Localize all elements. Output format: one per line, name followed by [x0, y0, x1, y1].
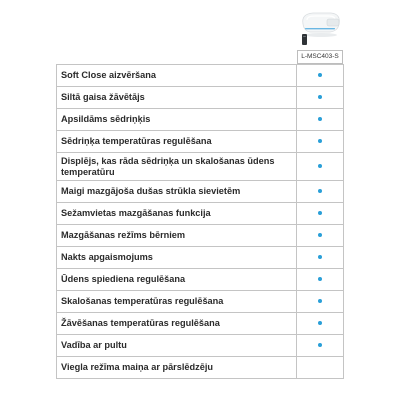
supported-dot-icon	[318, 233, 322, 237]
model-label: L-MSC403-S	[297, 50, 343, 64]
feature-label: Maigi mazgājoša dušas strūkla sievietēm	[57, 181, 297, 203]
feature-label: Ūdens spiediena regulēšana	[57, 269, 297, 291]
toilet-seat-product-icon	[297, 4, 343, 50]
feature-support-cell	[297, 131, 344, 153]
feature-support-cell	[297, 269, 344, 291]
feature-label: Viegla režīma maiņa ar pārslēdzēju	[57, 357, 297, 379]
feature-label: Displējs, kas rāda sēdriņķa un skalošanas ūdens temperatūru	[57, 153, 297, 181]
table-row	[57, 291, 344, 313]
table-row	[57, 65, 344, 87]
table-row	[57, 181, 344, 203]
supported-dot-icon	[318, 277, 322, 281]
table-row	[57, 109, 344, 131]
feature-label: Sežamvietas mazgāšanas funkcija	[57, 203, 297, 225]
feature-label: Soft Close aizvēršana	[57, 65, 297, 87]
feature-label: Siltā gaisa žāvētājs	[57, 87, 297, 109]
feature-support-cell	[297, 313, 344, 335]
supported-dot-icon	[318, 255, 322, 259]
supported-dot-icon	[318, 164, 322, 168]
table-row	[57, 247, 344, 269]
feature-support-cell	[297, 247, 344, 269]
supported-dot-icon	[318, 299, 322, 303]
supported-dot-icon	[318, 189, 322, 193]
feature-support-cell	[297, 291, 344, 313]
supported-dot-icon	[318, 73, 322, 77]
feature-table	[56, 64, 344, 379]
supported-dot-icon	[318, 139, 322, 143]
feature-support-cell	[297, 181, 344, 203]
feature-label: Mazgāšanas režīms bērniem	[57, 225, 297, 247]
feature-label: Nakts apgaismojums	[57, 247, 297, 269]
table-row	[57, 131, 344, 153]
feature-label: Skalošanas temperatūras regulēšana	[57, 291, 297, 313]
supported-dot-icon	[318, 343, 322, 347]
feature-support-cell	[297, 203, 344, 225]
feature-label: Vadība ar pultu	[57, 335, 297, 357]
feature-support-cell	[297, 357, 344, 379]
supported-dot-icon	[318, 117, 322, 121]
table-row	[57, 153, 344, 181]
feature-support-cell	[297, 153, 344, 181]
table-row	[57, 203, 344, 225]
table-row	[57, 313, 344, 335]
feature-label: Sēdriņķa temperatūras regulēšana	[57, 131, 297, 153]
feature-support-cell	[297, 65, 344, 87]
feature-label: Žāvēšanas temperatūras regulēšana	[57, 313, 297, 335]
supported-dot-icon	[318, 321, 322, 325]
supported-dot-icon	[318, 211, 322, 215]
table-row	[57, 269, 344, 291]
table-row	[57, 335, 344, 357]
feature-support-cell	[297, 109, 344, 131]
table-row	[57, 87, 344, 109]
feature-support-cell	[297, 335, 344, 357]
table-row	[57, 357, 344, 379]
supported-dot-icon	[318, 95, 322, 99]
table-row	[57, 225, 344, 247]
feature-support-cell	[297, 225, 344, 247]
feature-label: Apsildāms sēdriņķis	[57, 109, 297, 131]
feature-support-cell	[297, 87, 344, 109]
